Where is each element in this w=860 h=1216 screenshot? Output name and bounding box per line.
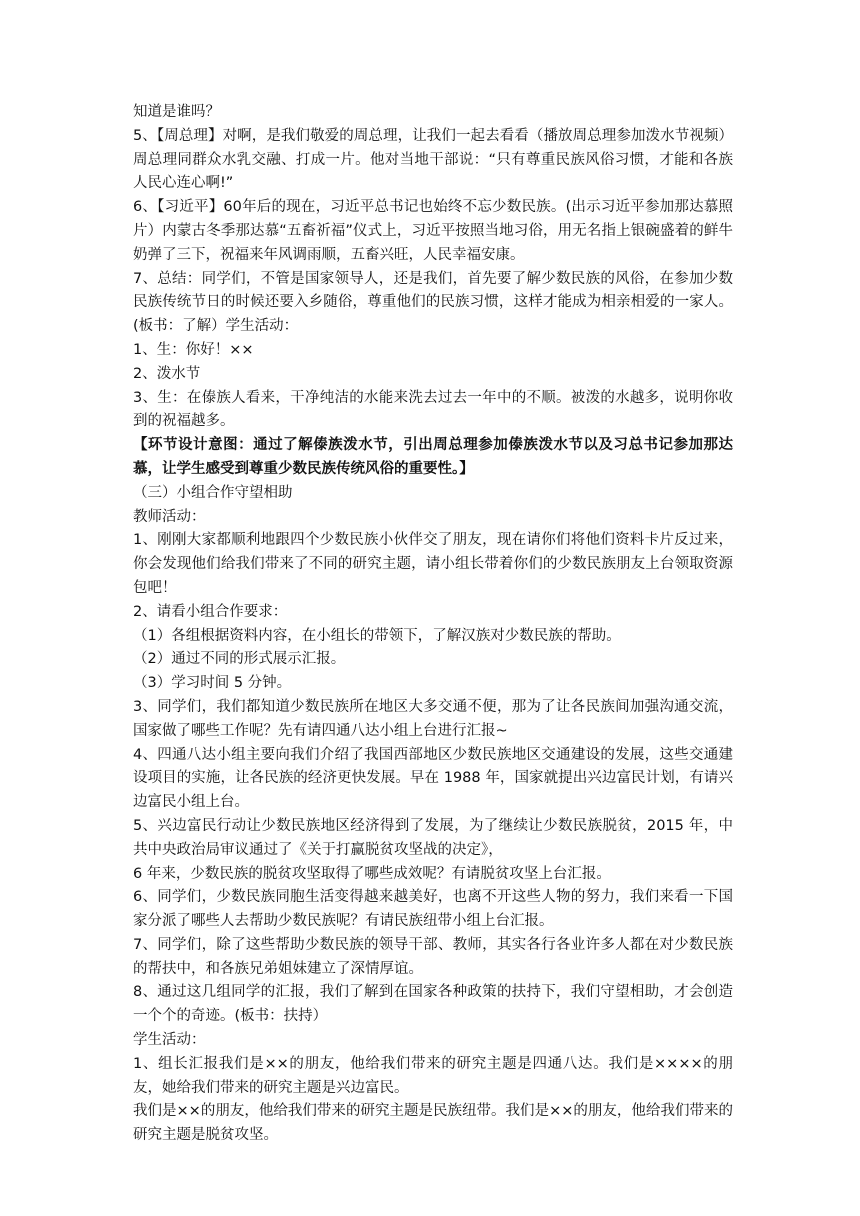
- student-activity-label: 学生活动：: [133, 1032, 206, 1049]
- paragraph-summary: 7、总结：同学们，不管是国家领导人，还是我们，首先要了解少数民族的风俗，在参加少数民族传统节日的时候还要入乡随俗，尊重他们的民族习惯，这样才能成为相亲相爱的一家人。(板书：了解）学生活动：: [133, 270, 733, 335]
- requirement-1: （1）各组根据资料内容，在小组长的带领下，了解汉族对少数民族的帮助。: [133, 627, 621, 644]
- student-report-1: 1、组长汇报我们是××的朋友，他给我们带来的研究主题是四通八达。我们是××××的朋友，她给我们带来的研究主题是兴边富民。: [133, 1055, 733, 1096]
- document-body: [133, 101, 733, 1148]
- teacher-step-5-continued: 6 年来，少数民族的脱贫攻坚取得了哪些成效呢？有请脱贫攻坚上台汇报。: [133, 865, 611, 882]
- requirement-2: （2）通过不同的形式展示汇报。: [133, 651, 346, 668]
- teacher-step-2: 2、请看小组合作要求：: [133, 603, 288, 620]
- requirement-3: （3）学习时间 5 分钟。: [133, 675, 292, 692]
- teacher-step-8: 8、通过这几组同学的汇报，我们了解到在国家各种政策的扶持下，我们守望相助，才会创造一个个的奇迹。(板书：扶持）: [133, 984, 733, 1025]
- teacher-step-3: 3、同学们，我们都知道少数民族所在地区大多交通不便，那为了让各民族间加强沟通交流，国家做了哪些工作呢？先有请四通八达小组上台进行汇报~: [133, 698, 733, 739]
- paragraph-zhou-premier: 5、【周总理】对啊，是我们敬爱的周总理，让我们一起去看看（播放周总理参加泼水节视频）周总理同群众水乳交融、打成一片。他对当地干部说：“只有尊重民族风俗习惯，才能和各族人民心连心啊!”: [133, 127, 733, 192]
- student-answer-1: 1、生：你好！××: [133, 341, 254, 358]
- teacher-step-5: 5、兴边富民行动让少数民族地区经济得到了发展，为了继续让少数民族脱贫，2015 年，中共中央政治局审议通过了《关于打赢脱贫攻坚战的决定》，: [133, 817, 733, 858]
- student-answer-3: 3、生：在傣族人看来，干净纯洁的水能来洗去过去一年中的不顺。被泼的水越多，说明你收到的祝福越多。: [133, 389, 733, 430]
- design-intent-note: 【环节设计意图：通过了解傣族泼水节，引出周总理参加傣族泼水节以及习总书记参加那达慕，让学生感受到尊重少数民族传统风俗的重要性。】: [133, 437, 733, 477]
- teacher-step-1: 1、刚刚大家都顺利地跟四个少数民族小伙伴交了朋友，现在请你们将他们资料卡片反过来，你会发现他们给我们带来了不同的研究主题，请小组长带着你们的少数民族朋友上台领取资源包吧！: [133, 532, 733, 596]
- teacher-activity-label: 教师活动：: [133, 508, 206, 525]
- section-heading: （三）小组合作守望相助: [133, 484, 293, 501]
- paragraph-xi-jinping: 6、【习近平】60年后的现在，习近平总书记也始终不忘少数民族。(出示习近平参加那达慕照片）内蒙古冬季那达慕“五畜祈福”仪式上，习近平按照当地习俗，用无名指上银碗盛着的鲜牛奶弹了三下，祝福来年风调雨顺，五畜兴旺，人民幸福安康。: [133, 199, 733, 263]
- student-report-2: 我们是××的朋友，他给我们带来的研究主题是民族纽带。我们是××的朋友，他给我们带来的研究主题是脱贫攻坚。: [133, 1103, 733, 1144]
- teacher-step-7: 7、同学们，除了这些帮助少数民族的领导干部、教师，其实各行各业许多人都在对少数民族的帮扶中，和各族兄弟姐妹建立了深情厚谊。: [133, 936, 733, 977]
- teacher-step-4: 4、四通八达小组主要向我们介绍了我国西部地区少数民族地区交通建设的发展，这些交通建设项目的实施，让各民族的经济更快发展。早在 1988 年，国家就提出兴边富民计划，有请兴边富民小组上台。: [133, 746, 733, 811]
- teacher-step-6: 6、同学们，少数民族同胞生活变得越来越美好，也离不开这些人物的努力，我们来看一下国家分派了哪些人去帮助少数民族呢？有请民族纽带小组上台汇报。: [133, 889, 733, 930]
- student-answer-2: 2、泼水节: [133, 365, 201, 382]
- paragraph-continuation: 知道是谁吗？: [133, 104, 220, 120]
